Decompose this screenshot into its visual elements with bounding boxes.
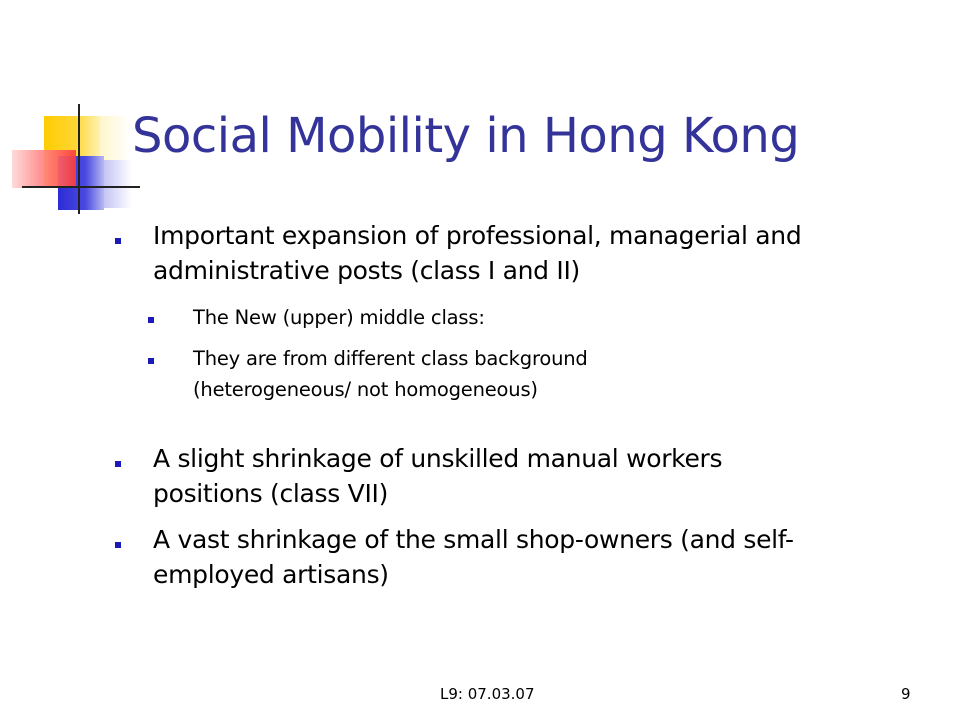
bullet-2-text [153,441,913,511]
bullet-marker [115,542,121,548]
sub-bullet-2-line-2: (heterogeneous/ not homogeneous) [193,378,538,401]
bullet-marker [115,238,121,244]
sub-bullet-2-line-1: They are from different class background [193,347,588,370]
bullet-3-text [153,522,913,592]
sub-bullet-1-line-1: The New (upper) middle class: [193,306,485,329]
sub-bullet-2-text [193,343,893,405]
bullet-1-text [153,218,913,288]
sub-bullet-1-text [193,302,893,333]
page-number: 9 [901,685,911,703]
bullet-2-line-1: A slight shrinkage of unskilled manual workers [153,444,723,473]
bullet-2-line-2: positions (class VII) [153,479,389,508]
footer-date-label: L9: 07.03.07 [440,685,535,703]
sub-bullet-marker [148,317,154,323]
bullet-marker [115,461,121,467]
sub-bullet-marker [148,358,154,364]
bullet-3-line-1: A vast shrinkage of the small shop-owners (and self- [153,525,794,554]
bullet-1-line-2: administrative posts (class I and II) [153,256,580,285]
bullet-1-line-1: Important expansion of professional, managerial and [153,221,802,250]
slide-title: Social Mobility in Hong Kong [132,108,800,164]
bullet-3-line-2: employed artisans) [153,560,389,589]
